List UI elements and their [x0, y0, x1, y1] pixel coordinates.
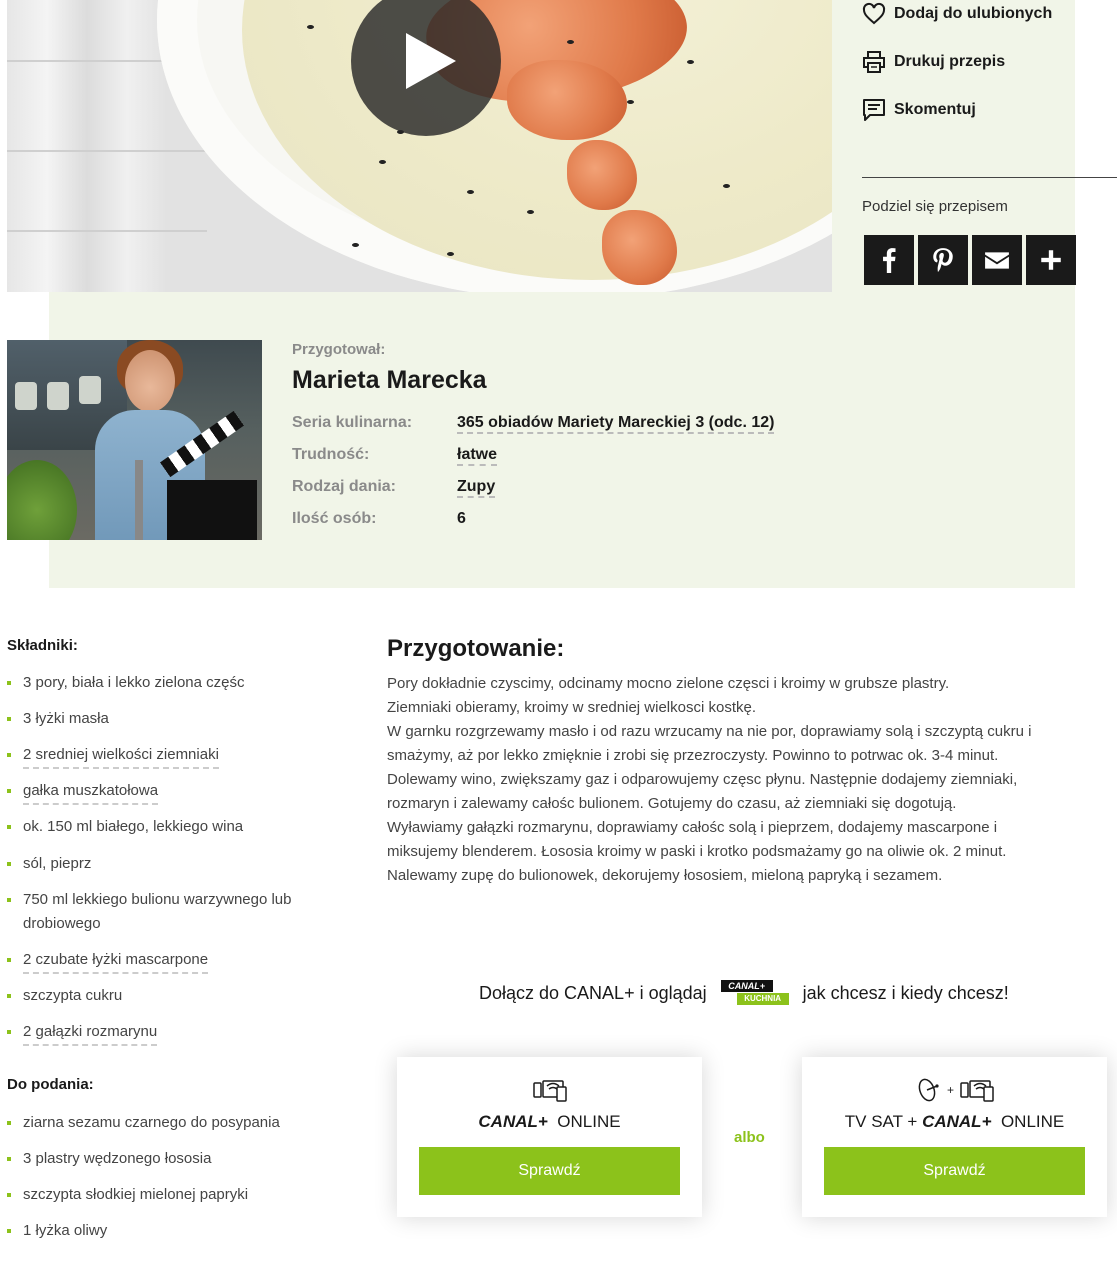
serving-title: Do podania:: [7, 1076, 94, 1093]
ingredient-text: 1 łyżka oliwy: [23, 1222, 108, 1239]
preparation-line: miksujemy blenderem. Łososia kroimy w paski i krotko podsmażamy go na oliwie ok. 2 minut.: [387, 843, 1007, 860]
sesame-seed: [379, 160, 386, 164]
offer-card-online: [397, 1057, 702, 1217]
list-item: [7, 1219, 337, 1243]
preparation-title: Przygotowanie:: [387, 635, 565, 662]
bullet-icon: [7, 958, 11, 962]
bullet-icon: [7, 1121, 11, 1125]
share-more-button[interactable]: [1026, 235, 1076, 285]
jar: [15, 382, 37, 410]
sesame-seed: [567, 40, 574, 44]
bullet-icon: [7, 753, 11, 757]
bullet-icon: [7, 1157, 11, 1161]
sesame-seed: [687, 60, 694, 64]
list-item: [7, 984, 337, 1008]
author-face: [125, 350, 175, 412]
heart-icon: [862, 2, 886, 26]
meta-key: Trudność:: [292, 446, 370, 463]
meta-row-series: [292, 414, 774, 432]
preparation-line: W garnku rozgrzewamy masło i od razu wrzucamy na nie por, doprawiamy solą i szczyptą cukru i: [387, 723, 1032, 740]
devices-icon: [960, 1077, 994, 1103]
divider: [862, 177, 1117, 178]
list-item: [7, 1111, 337, 1135]
envelope-icon: [984, 247, 1010, 273]
bullet-icon: [7, 862, 11, 866]
meta-row-dish-type: [292, 478, 495, 496]
recipe-video-thumbnail[interactable]: [7, 0, 832, 292]
ingredient-text: sól, pieprz: [23, 855, 92, 872]
check-tv-sat-button[interactable]: Sprawdź: [824, 1147, 1085, 1195]
preparation-line: Dolewamy wino, zwiększamy gaz i odparowujemy częsc płynu. Następnie dodajemy ziemniaki,: [387, 771, 1018, 788]
bullet-icon: [7, 1030, 11, 1034]
card-prefix: TV SAT +: [844, 1112, 918, 1131]
sesame-seed: [627, 100, 634, 104]
add-to-favorites-label: Dodaj do ulubionych: [894, 5, 1053, 22]
preparation-line: Pory dokładnie czyscimy, odcinamy mocno zielone częsci i kroimy w grubsze plastry.: [387, 675, 950, 692]
list-item: [7, 852, 337, 876]
share-email-button[interactable]: [972, 235, 1022, 285]
preparation-line: Ziemniaki obieramy, kroimy w sredniej wielkosci kostkę.: [387, 699, 756, 716]
card-title: [802, 1112, 1107, 1132]
meta-value-dish-type-link[interactable]: Zupy: [457, 478, 495, 498]
bullet-icon: [7, 681, 11, 685]
bullet-icon: [7, 1193, 11, 1197]
list-item[interactable]: [7, 743, 337, 769]
comment-label: Skomentuj: [894, 101, 976, 118]
preparation-line: rozmaryn i zalewamy całośc bulionem. Gotujemy do czasu, aż ziemniaki się dogotują.: [387, 795, 957, 812]
card-suffix: ONLINE: [1000, 1112, 1065, 1131]
ingredient-text: 3 plastry wędzonego łososia: [23, 1150, 212, 1167]
satellite-dish-icon: [915, 1077, 941, 1103]
comment-icon: [862, 98, 886, 122]
preparation-line: Nalewamy zupę do bulionowek, dekorujemy łososiem, mieloną papryką i sezamem.: [387, 867, 943, 884]
ingredient-text: 3 łyżki masła: [23, 710, 109, 727]
author-name[interactable]: Marieta Marecka: [292, 366, 487, 394]
list-item[interactable]: [7, 1020, 337, 1046]
add-to-favorites-button[interactable]: [862, 2, 1052, 26]
devices-icon: [533, 1077, 567, 1103]
share-label: Podziel się przepisem: [862, 198, 1008, 215]
meta-value-servings: 6: [457, 510, 466, 527]
wood-plank-line: [7, 150, 207, 152]
meta-key: Ilość osób:: [292, 510, 377, 527]
jar: [79, 376, 101, 404]
clapperboard: [167, 480, 257, 540]
wood-plank-line: [7, 230, 207, 232]
or-label: albo: [734, 1129, 765, 1146]
sesame-seed: [723, 184, 730, 188]
comment-button[interactable]: [862, 98, 976, 122]
author-photo: [7, 340, 262, 540]
share-buttons: [864, 235, 1076, 285]
ingredient-link[interactable]: 2 gałązki rozmarynu: [23, 1020, 157, 1046]
bullet-icon: [7, 825, 11, 829]
list-item: [7, 671, 337, 695]
prepared-by-label: Przygotował:: [292, 341, 386, 358]
promo-text-before: Dołącz do CANAL+ i oglądaj: [479, 982, 707, 1003]
print-recipe-label: Drukuj przepis: [894, 53, 1006, 70]
ingredient-text: 750 ml lekkiego bulionu warzywnego lub drobiowego: [23, 891, 292, 932]
card-brand: CANAL+: [478, 1112, 548, 1131]
logo-top-text: CANAL+: [721, 980, 773, 992]
ingredient-link[interactable]: 2 sredniej wielkości ziemniaki: [23, 743, 219, 769]
share-pinterest-button[interactable]: [918, 235, 968, 285]
bullet-icon: [7, 1229, 11, 1233]
print-recipe-button[interactable]: [862, 50, 1005, 74]
card-suffix: ONLINE: [557, 1112, 621, 1131]
ingredient-link[interactable]: gałka muszkatołowa: [23, 779, 158, 805]
preparation-line: Wyławiamy gałązki rozmarynu, doprawiamy całośc solą i pieprzem, dodajemy mascarpone i: [387, 819, 998, 836]
meta-key: Seria kulinarna:: [292, 414, 413, 431]
knife: [135, 460, 143, 540]
herb-plant: [7, 460, 77, 540]
list-item: [7, 815, 337, 839]
preparation-text: [387, 672, 1097, 888]
offer-card-tv-sat: [802, 1057, 1107, 1217]
play-icon: [406, 33, 456, 89]
plus-sign: +: [946, 1083, 954, 1097]
card-icons: [802, 1077, 1107, 1103]
promo-text-after: jak chcesz i kiedy chcesz!: [802, 982, 1009, 1003]
check-online-button[interactable]: Sprawdź: [419, 1147, 680, 1195]
bullet-icon: [7, 717, 11, 721]
promo-line: [479, 980, 1009, 1006]
ingredient-link[interactable]: 2 czubate łyżki mascarpone: [23, 948, 208, 974]
ingredient-text: ziarna sezamu czarnego do posypania: [23, 1114, 280, 1131]
sesame-seed: [467, 190, 474, 194]
list-item[interactable]: [7, 948, 337, 974]
bullet-icon: [7, 994, 11, 998]
meta-value-series-link[interactable]: 365 obiadów Mariety Mareckiej 3 (odc. 12): [457, 414, 774, 434]
meta-row-servings: [292, 510, 466, 528]
bullet-icon: [7, 898, 11, 902]
list-item: [7, 1183, 337, 1207]
printer-icon: [862, 50, 886, 74]
canal-plus-kuchnia-logo: [721, 980, 789, 1006]
card-brand: CANAL+: [922, 1112, 992, 1131]
sesame-seed: [307, 25, 314, 29]
plus-icon: [1038, 247, 1064, 273]
list-item: [7, 1147, 337, 1171]
bullet-icon: [7, 789, 11, 793]
card-title: [397, 1112, 702, 1132]
meta-value-difficulty-link[interactable]: łatwe: [457, 446, 497, 466]
card-icons: [397, 1077, 702, 1103]
sesame-seed: [352, 243, 359, 247]
ingredient-text: szczypta słodkiej mielonej papryki: [23, 1186, 249, 1203]
list-item: [7, 707, 337, 731]
sesame-seed: [527, 210, 534, 214]
meta-key: Rodzaj dania:: [292, 478, 397, 495]
ingredient-text: ok. 150 ml białego, lekkiego wina: [23, 818, 244, 835]
meta-row-difficulty: [292, 446, 497, 464]
facebook-icon: [876, 247, 902, 273]
list-item: [7, 888, 337, 936]
sesame-seed: [447, 252, 454, 256]
jar: [47, 382, 69, 410]
ingredient-text: szczypta cukru: [23, 987, 123, 1004]
ingredient-text: 3 pory, biała i lekko zielona częśc: [23, 674, 245, 691]
logo-bottom-text: KUCHNIA: [737, 993, 789, 1005]
preparation-line: smażymy, aż por lekko zmięknie i zrobi się przezroczysty. Powinno to potrwac ok. 3-4 minut.: [387, 747, 999, 764]
pinterest-icon: [930, 247, 956, 273]
share-facebook-button[interactable]: [864, 235, 914, 285]
list-item[interactable]: [7, 779, 337, 805]
ingredients-title: Składniki:: [7, 637, 78, 654]
